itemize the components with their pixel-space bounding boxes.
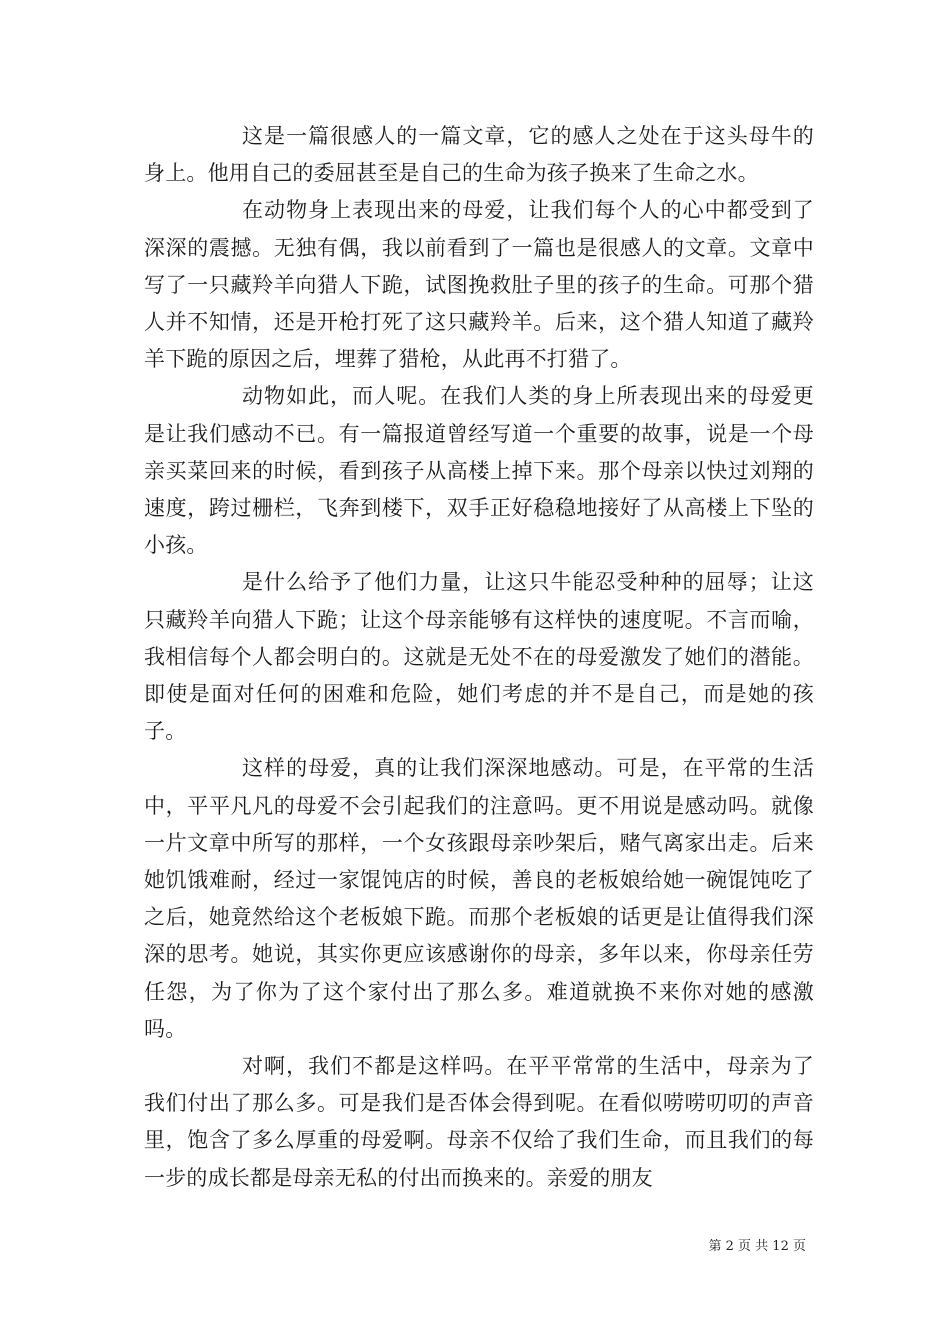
- footer-current-page: 2: [725, 1239, 734, 1254]
- footer-middle: 页 共: [738, 1239, 769, 1254]
- page-number-footer: [0, 1235, 806, 1254]
- paragraph-6: 对啊，我们不都是这样吗。在平平常常的生活中，母亲为了我们付出了那么多。可是我们是否体会得到呢。在看似唠唠叨叨的声音里，饱含了多么厚重的母爱啊。母亲不仅给了我们生命，而且我们的每一步的成长都是母亲无私的付出而换来的。亲爱的朋友: [144, 1054, 814, 1190]
- paragraph-1: 这是一篇很感人的一篇文章，它的感人之处在于这头母牛的身上。他用自己的委屈甚至是自己的生命为孩子换来了生命之水。: [144, 124, 814, 186]
- footer-prefix: 第: [708, 1239, 722, 1254]
- paragraph-2: 在动物身上表现出来的母爱，让我们每个人的心中都受到了深深的震撼。无独有偶，我以前看到了一篇也是很感人的文章。文章中写了一只藏羚羊向猎人下跪，试图挽救肚子里的孩子的生命。可那个猎人并不知情，还是开枪打死了这只藏羚羊。后来，这个猎人知道了藏羚羊下跪的原因之后，埋葬了猎枪，从此再不打猎了。: [144, 198, 814, 372]
- footer-total-pages: 12: [772, 1239, 789, 1254]
- paragraph-4: 是什么给予了他们力量，让这只牛能忍受种种的屈辱；让这只藏羚羊向猎人下跪；让这个母亲能够有这样快的速度呢。不言而喻，我相信每个人都会明白的。这就是无处不在的母爱激发了她们的潜能。即使是面对任何的困难和危险，她们考虑的并不是自己，而是她的孩子。: [144, 570, 814, 744]
- paragraph-5: 这样的母爱，真的让我们深深地感动。可是，在平常的生活中，平平凡凡的母爱不会引起我们的注意吗。更不用说是感动吗。就像一片文章中所写的那样，一个女孩跟母亲吵架后，赌气离家出走。后来她饥饿难耐，经过一家馄饨店的时候，善良的老板娘给她一碗馄饨吃了之后，她竟然给这个老板娘下跪。而那个老板娘的话更是让值得我们深深的思考。她说，其实你更应该感谢你的母亲，多年以来，你母亲任劳任怨，为了你为了这个家付出了那么多。难道就换不来你对她的感激吗。: [144, 756, 814, 1041]
- footer-suffix: 页: [792, 1239, 806, 1254]
- document-body: [144, 118, 814, 1197]
- paragraph-3: 动物如此，而人呢。在我们人类的身上所表现出来的母爱更是让我们感动不已。有一篇报道曾经写道一个重要的故事，说是一个母亲买菜回来的时候，看到孩子从高楼上掉下来。那个母亲以快过刘翔的速度，跨过栅栏，飞奔到楼下，双手正好稳稳地接好了从高楼上下坠的小孩。: [144, 384, 814, 558]
